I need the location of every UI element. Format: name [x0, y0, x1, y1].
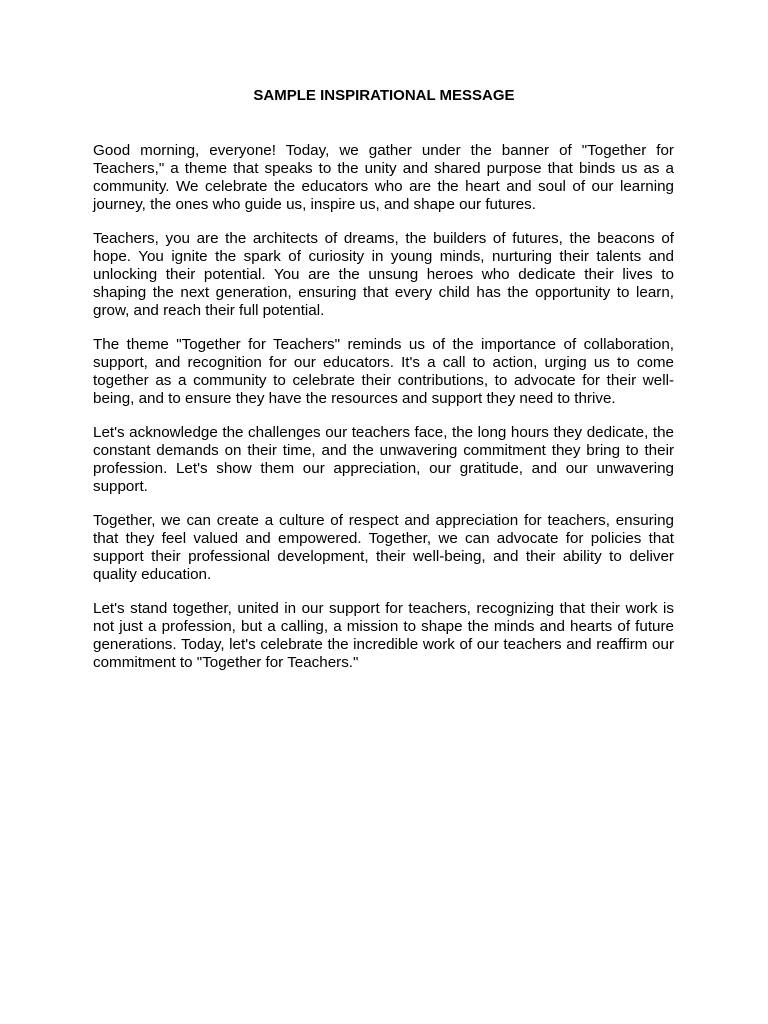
document-body [93, 142, 674, 688]
paragraph-6: Let's stand together, united in our support for teachers, recognizing that their work is not just a profession, but a calling, a mission to shape the minds and hearts of future generations. Today, let's celebrate the incredible work of our teachers and reaffirm our commitment to "Together for Teachers." [93, 600, 674, 671]
paragraph-1: Good morning, everyone! Today, we gather under the banner of "Together for Teachers," a theme that speaks to the unity and shared purpose that binds us as a community. We celebrate the educators who are the heart and soul of our learning journey, the ones who guide us, inspire us, and shape our futures. [93, 142, 674, 213]
paragraph-3: The theme "Together for Teachers" reminds us of the importance of collaboration, support, and recognition for our educators. It's a call to action, urging us to come together as a community to celebrate their contributions, to advocate for their well-being, and to ensure they have the resources and support they need to thrive. [93, 336, 674, 407]
document-title: SAMPLE INSPIRATIONAL MESSAGE [253, 87, 515, 104]
paragraph-4: Let's acknowledge the challenges our teachers face, the long hours they dedicate, the constant demands on their time, and the unwavering commitment they bring to their profession. Let's show them our appreciation, our gratitude, and our unwavering support. [93, 424, 674, 495]
paragraph-2: Teachers, you are the architects of dreams, the builders of futures, the beacons of hope. You ignite the spark of curiosity in young minds, nurturing their talents and unlocking their potential. You are the unsung heroes who dedicate their lives to shaping the next generation, ensuring that every child has the opportunity to learn, grow, and reach their full potential. [93, 230, 674, 319]
paragraph-5: Together, we can create a culture of respect and appreciation for teachers, ensuring that they feel valued and empowered. Together, we can advocate for policies that support their professional development, their well-being, and their ability to deliver quality education. [93, 512, 674, 583]
